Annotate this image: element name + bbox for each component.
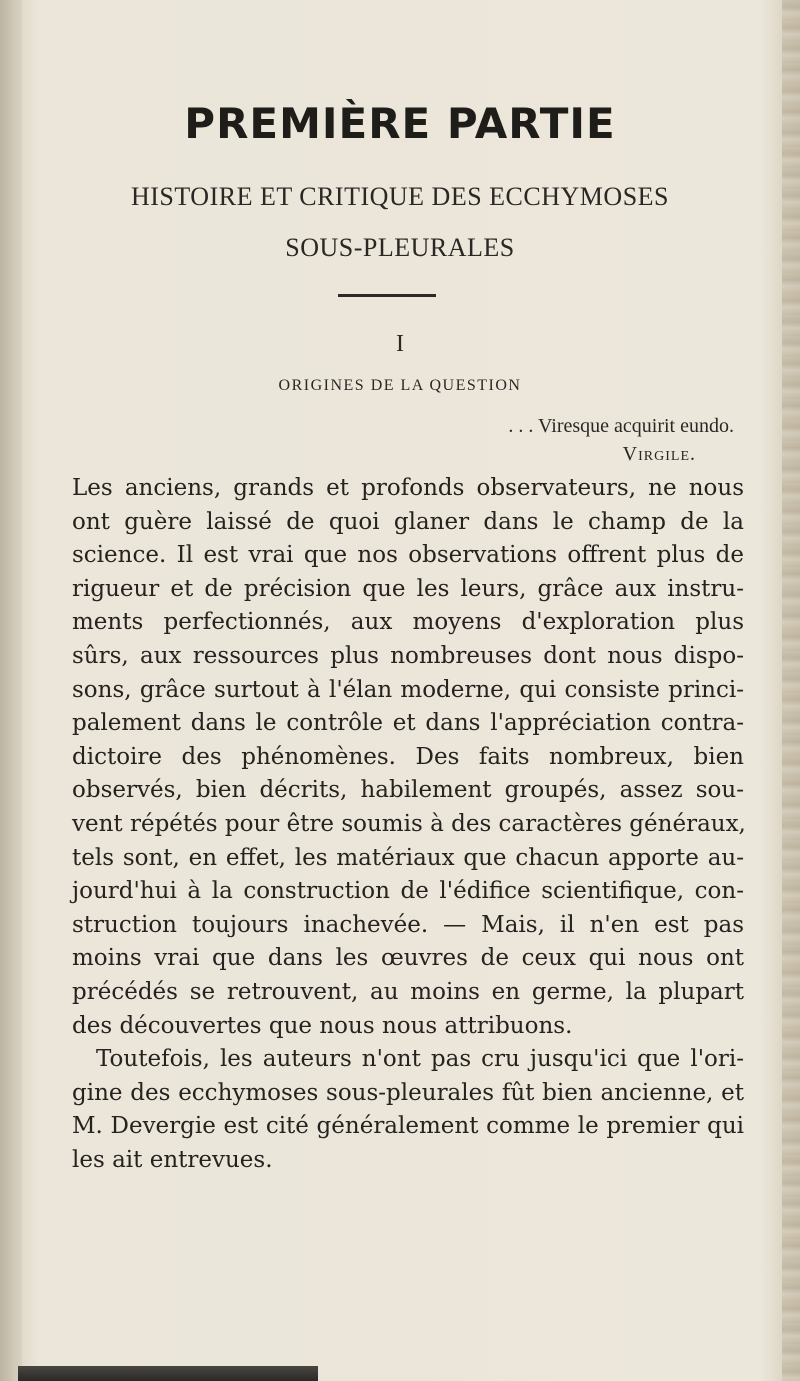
- chapter-title-line-2: SOUS-PLEURALES: [285, 233, 515, 262]
- epigraph-quote: . . . Viresque acquirit eundo.: [508, 415, 734, 437]
- paragraph-1-line: sûrs, aux ressources plus nombreuses dont nous dispo-: [72, 642, 744, 669]
- epigraph: [508, 412, 734, 468]
- paragraph-2-line: Toutefois, les auteurs n'ont pas cru jusqu'ici que l'ori-: [96, 1046, 744, 1073]
- scan-bottom-shadow: [18, 1366, 318, 1381]
- paragraph-1-line: des découvertes que nous nous attribuons.: [72, 1012, 573, 1039]
- paragraph-1-line: vent répétés pour être soumis à des caractères généraux,: [72, 810, 746, 837]
- epigraph-author: Virgile.: [622, 443, 696, 465]
- paragraph-2-line: gine des ecchymoses sous-pleurales fût bien ancienne, et: [72, 1079, 744, 1106]
- paragraph-1-line: jourd'hui à la construction de l'édifice scientifique, con-: [72, 878, 744, 905]
- body-text: [72, 472, 744, 1177]
- paragraph-1-line: rigueur et de précision que les leurs, grâce aux instru-: [72, 575, 744, 602]
- paragraph-1-line: ments perfectionnés, aux moyens d'exploration plus: [72, 609, 744, 636]
- chapter-title-line-1: HISTOIRE ET CRITIQUE DES ECCHYMOSES: [130, 182, 669, 211]
- paragraph-1-line: observés, bien décrits, habilement groupés, assez sou-: [72, 777, 744, 804]
- section-divider: [338, 294, 436, 297]
- part-title: PREMIÈRE PARTIE: [184, 99, 616, 148]
- paragraph-1-line: sons, grâce surtout à l'élan moderne, qui consiste princi-: [72, 676, 744, 703]
- paragraph-1-line: dictoire des phénomènes. Des faits nombreux, bien: [72, 743, 744, 770]
- paragraph-1-line: ont guère laissé de quoi glaner dans le champ de la: [72, 508, 744, 535]
- paragraph-1-line: Les anciens, grands et profonds observateurs, ne nous: [72, 475, 744, 501]
- section-title: ORIGINES DE LA QUESTION: [278, 377, 522, 394]
- paragraph-1-line: moins vrai que dans les œuvres de ceux qui nous ont: [72, 945, 744, 972]
- paragraph-2-line: les ait entrevues.: [72, 1146, 273, 1173]
- paragraph-1-line: science. Il est vrai que nos observations offrent plus de: [72, 542, 744, 569]
- section-number: I: [396, 331, 404, 357]
- paragraph-2-line: M. Devergie est cité généralement comme le premier qui: [72, 1113, 744, 1140]
- paragraph-1-line: tels sont, en effet, les matériaux que chacun apporte au-: [72, 844, 744, 871]
- paragraph-1-line: struction toujours inachevée. — Mais, il n'en est pas: [72, 911, 744, 938]
- paragraph-1-line: palement dans le contrôle et dans l'appréciation contra-: [72, 710, 744, 737]
- paragraph-1-line: précédés se retrouvent, au moins en germe, la plupart: [72, 978, 744, 1005]
